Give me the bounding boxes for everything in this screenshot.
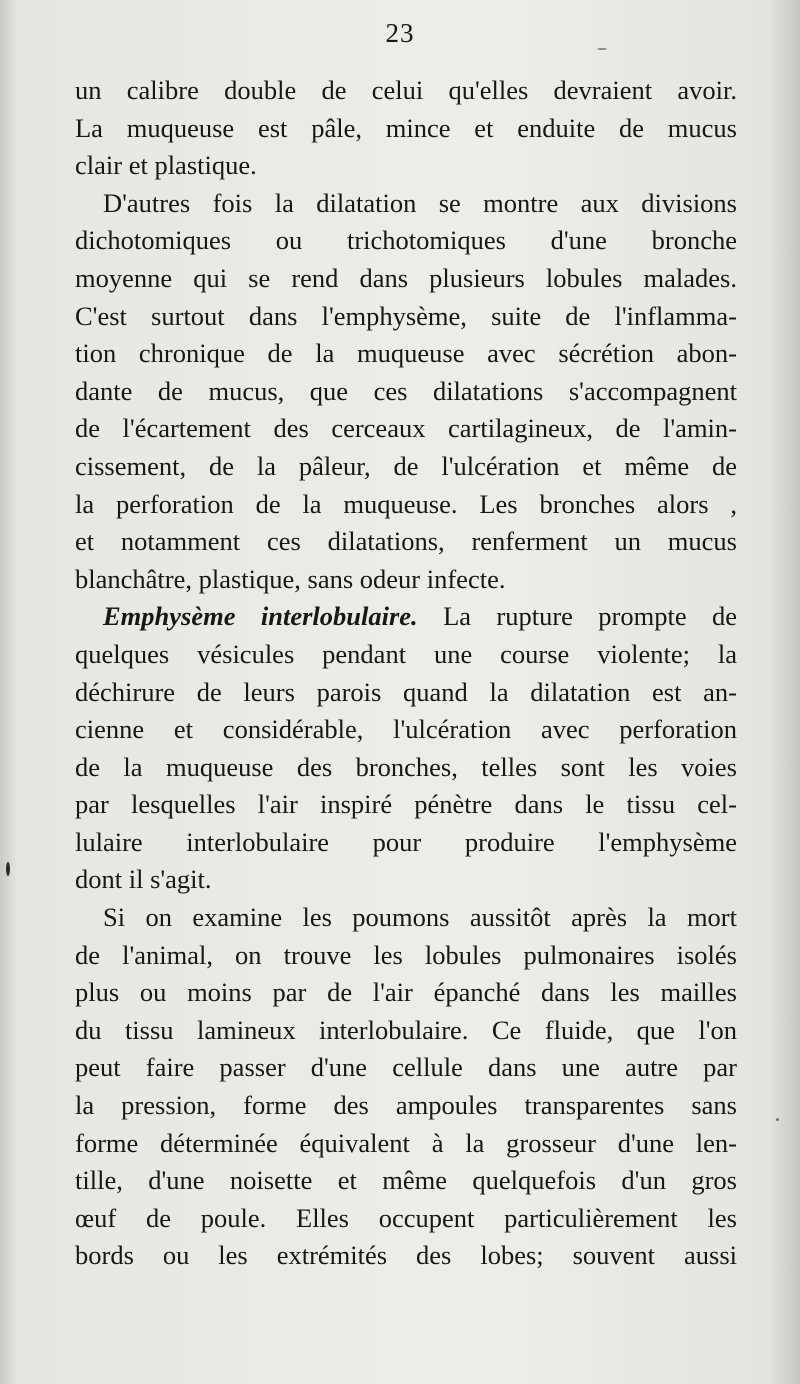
paragraph-2 bbox=[75, 185, 737, 599]
text-line: la pression, forme des ampoules transparentes sans bbox=[75, 1090, 737, 1121]
text-line: lulaire interlobulaire pour produire l'emphysème bbox=[75, 826, 737, 857]
text-line: du tissu lamineux interlobulaire. Ce fluide, que l'on bbox=[75, 1014, 737, 1045]
text-line: de l'animal, on trouve les lobules pulmonaires isolés bbox=[75, 939, 737, 970]
ink-speck bbox=[6, 862, 10, 876]
text-line: tille, d'une noisette et même quelquefois d'un gros bbox=[75, 1165, 737, 1196]
text-line: moyenne qui se rend dans plusieurs lobules malades. bbox=[75, 262, 737, 293]
text-line: Si on examine les poumons aussitôt après la mort bbox=[103, 902, 737, 933]
text-line: de l'écartement des cerceaux cartilagineux, de l'amin- bbox=[75, 413, 737, 444]
text-line: un calibre double de celui qu'elles devraient avoir. bbox=[75, 75, 737, 105]
paragraph-3 bbox=[75, 598, 737, 899]
paragraph-1 bbox=[75, 72, 737, 185]
text-line: forme déterminée équivalent à la grosseur d'une len- bbox=[75, 1127, 737, 1158]
ink-speck bbox=[776, 1118, 779, 1121]
text-line bbox=[75, 598, 737, 636]
text-line: tion chronique de la muqueuse avec sécrétion abon- bbox=[75, 338, 737, 369]
text-line: cissement, de la pâleur, de l'ulcération et même de bbox=[75, 450, 737, 481]
text-line: blanchâtre, plastique, sans odeur infecte. bbox=[75, 563, 506, 594]
text-line: dante de mucus, que ces dilatations s'accompagnent bbox=[75, 375, 737, 406]
text-line: de la muqueuse des bronches, telles sont les voies bbox=[75, 751, 737, 782]
text-span: La rupture prompte de bbox=[443, 601, 738, 632]
text-line: plus ou moins par de l'air épanché dans les mailles bbox=[75, 977, 737, 1008]
text-line: clair et plastique. bbox=[75, 150, 257, 181]
text-line: bords ou les extrémités des lobes; souvent aussi bbox=[75, 1240, 737, 1271]
text-line: la perforation de la muqueuse. Les bronches alors , bbox=[75, 488, 737, 519]
text-line: quelques vésicules pendant une course violente; la bbox=[75, 638, 737, 669]
text-line: dont il s'agit. bbox=[75, 864, 212, 895]
page-number: 23 bbox=[385, 18, 415, 48]
paragraph-4 bbox=[75, 899, 737, 1275]
text-line: dichotomiques ou trichotomiques d'une bronche bbox=[75, 225, 737, 256]
text-line: cienne et considérable, l'ulcération avec perforation bbox=[75, 714, 737, 745]
text-line: par lesquelles l'air inspiré pénètre dans le tissu cel- bbox=[75, 789, 737, 820]
text-line: peut faire passer d'une cellule dans une autre par bbox=[75, 1052, 737, 1083]
text-line: œuf de poule. Elles occupent particulièrement les bbox=[75, 1202, 737, 1233]
body-text bbox=[75, 72, 737, 1275]
text-line: C'est surtout dans l'emphysème, suite de l'inflamma- bbox=[75, 300, 737, 331]
text-line: déchirure de leurs parois quand la dilatation est an- bbox=[75, 676, 737, 707]
section-heading: Emphysème interlobulaire. bbox=[103, 601, 418, 632]
text-line: et notamment ces dilatations, renferment un mucus bbox=[75, 526, 737, 557]
ink-speck bbox=[597, 48, 607, 50]
text-line: D'autres fois la dilatation se montre aux divisions bbox=[103, 187, 737, 218]
text-line: La muqueuse est pâle, mince et enduite de mucus bbox=[75, 112, 737, 143]
